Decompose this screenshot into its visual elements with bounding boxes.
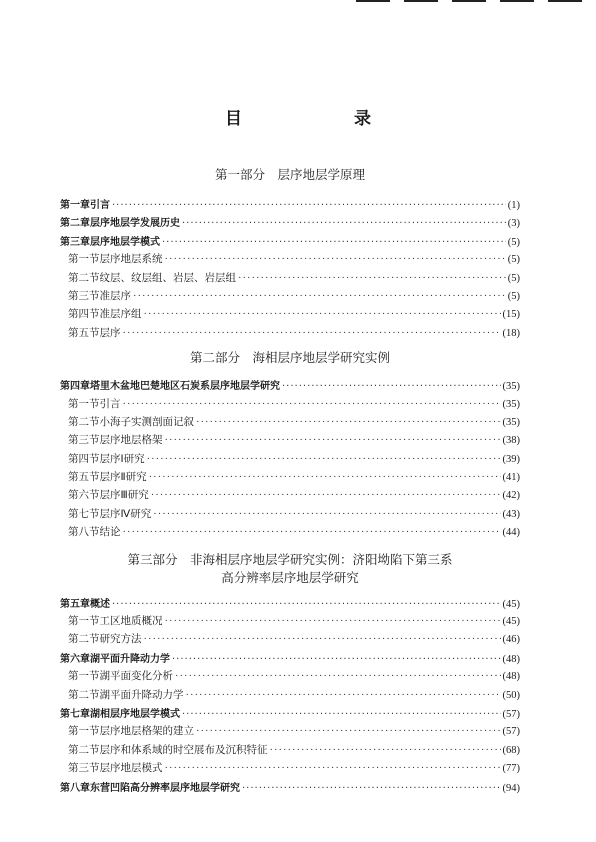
toc-section-entry[interactable] [60,325,520,343]
page-number: (77) [502,763,520,775]
dot-leader [165,616,501,627]
entry-title: 湖平面升降动力学 [90,653,170,665]
dot-leader [238,273,506,284]
entry-title: 塔里木盆地巴楚地区石炭系层序地层学研究 [90,381,280,393]
page-number: (44) [502,527,520,539]
page-number: (18) [502,327,520,339]
toc-section-entry[interactable] [60,396,520,414]
entry-number: 第四节 [68,453,100,465]
entry-number: 第一节 [68,616,100,628]
entry-title: 层序地层模式 [99,763,163,775]
entry-number: 第一节 [68,671,100,683]
entry-number: 第三节 [68,763,100,775]
dot-leader [149,472,501,483]
dot-leader [144,309,501,320]
page-number: (50) [502,689,520,701]
dot-leader [112,200,506,211]
toc-section-entry[interactable] [60,742,520,760]
page-number: (46) [502,634,520,646]
entry-title: 层序Ⅳ研究 [99,508,152,520]
entry-number: 第五节 [68,327,100,339]
page-title: 目 录 [225,109,397,129]
scan-mark [356,0,390,2]
toc-chapter-entry[interactable] [60,705,520,723]
scan-mark [404,0,438,2]
toc-section-entry[interactable] [60,687,520,705]
entry-title: 准层序组 [99,309,142,321]
toc-chapter-entry[interactable] [60,377,520,395]
dot-leader [147,454,501,465]
scan-mark [548,0,582,2]
entry-number: 第八节 [68,527,100,539]
entry-number: 第二节 [68,416,100,428]
page-number: (1) [507,200,520,211]
entry-title: 层序地层格架 [99,435,163,447]
entry-title: 准层序 [99,290,131,302]
dot-leader [165,254,506,265]
toc-section-entry[interactable] [60,487,520,505]
toc-chapter-entry[interactable] [60,214,520,232]
entry-title: 层序Ⅲ研究 [99,490,149,502]
entry-title: 层序Ⅱ研究 [99,472,147,484]
entry-number: 第一节 [68,398,100,410]
dot-leader [144,634,501,645]
entry-title: 层序和体系域的时空展布及沉积特征 [99,744,268,756]
entry-title: 工区地质概况 [99,616,163,628]
entry-number: 第四节 [68,309,100,321]
toc-section-entry[interactable] [60,613,520,631]
entry-title: 引言 [99,398,121,410]
entry-number: 第一章 [60,200,90,211]
dot-leader [165,763,501,774]
scan-edge-marks [356,0,582,6]
entry-title: 东营凹陷高分辨率层序地层学研究 [90,782,240,794]
page-number: (48) [502,653,520,665]
entry-title: 湖平面升降动力学 [99,689,184,701]
toc-section-entry[interactable] [60,306,520,324]
dot-leader [165,435,501,446]
entry-title: 概述 [90,598,110,610]
toc-section-entry[interactable] [60,270,520,288]
page-number: (45) [502,598,520,610]
toc-section-entry[interactable] [60,760,520,778]
entry-number: 第三节 [68,290,100,302]
entry-number: 第五章 [60,598,90,610]
part-title-line: 高分辨率层序地层学研究 [221,569,359,585]
dot-leader [196,726,501,737]
page-number: (3) [507,218,520,230]
dot-leader [175,671,501,682]
page-number: (38) [502,435,520,447]
entry-number: 第二节 [68,744,100,756]
dot-leader [153,509,500,520]
dot-leader [123,399,501,410]
entry-title: 结论 [99,527,121,539]
page-number: (57) [502,708,520,720]
dot-leader [162,237,506,248]
entry-number: 第六章 [60,653,90,665]
page-number: (94) [502,782,520,794]
entry-title: 湖相层序地层学模式 [90,708,180,720]
entry-title: 纹层、纹层组、岩层、岩层组 [99,272,236,284]
page-number: (41) [502,472,520,484]
page-number: (35) [502,398,520,410]
entry-number: 第三章 [60,236,90,248]
part-title-line: 第三部分 非海相层序地层学研究实例：济阳坳陷下第三系 [127,551,453,567]
entry-number: 第二节 [68,634,100,646]
toc-chapter-entry[interactable] [60,595,520,613]
entry-title: 引言 [90,200,110,211]
dot-leader [151,490,501,501]
entry-title: 小海子实测剖面记叙 [99,416,194,428]
entry-number: 第二节 [68,689,100,701]
toc-section-entry[interactable] [60,288,520,306]
toc-section-entry[interactable] [60,723,520,741]
entry-title: 层序地层系统 [99,254,163,266]
toc-chapter-entry[interactable] [60,779,520,797]
entry-number: 第七章 [60,708,90,720]
dot-leader [182,218,506,229]
toc-chapter-entry[interactable] [60,196,520,214]
part-title [60,349,520,371]
toc-chapter-entry[interactable] [60,650,520,668]
scan-mark [452,0,486,2]
toc-section-entry[interactable] [60,414,520,432]
part-title-line: 第一部分 层序地层学原理 [214,167,365,182]
dot-leader [172,654,501,665]
dot-leader [182,709,501,720]
toc-section-entry[interactable] [60,469,520,487]
entry-title: 研究方法 [99,634,142,646]
entry-number: 第一节 [68,726,100,738]
page-number: (15) [502,309,520,321]
page-number: (68) [502,744,520,756]
page-number: (5) [507,290,520,302]
page-number: (57) [502,726,520,738]
scan-mark [500,0,534,2]
dot-leader [112,599,501,610]
page-number: (5) [507,254,520,266]
entry-number: 第二章 [60,218,90,230]
part-title-line: 第二部分 海相层序地层学研究实例 [189,350,390,366]
entry-number: 第七节 [68,508,100,520]
page-number: (45) [502,616,520,628]
entry-title: 层序地层格架的建立 [99,726,194,738]
dot-leader [242,783,501,794]
toc-section-entry[interactable] [60,631,520,649]
dot-leader [186,690,501,701]
toc-section-entry[interactable] [60,524,520,542]
dot-leader [123,328,501,339]
entry-title: 湖平面变化分析 [99,671,173,683]
dot-leader [123,527,501,538]
entry-number: 第六节 [68,490,100,502]
entry-title: 层序地层学发展历史 [90,218,180,230]
entry-number: 第四章 [60,381,90,393]
page-number: (39) [502,453,520,465]
entry-number: 第一节 [68,254,100,266]
entry-number: 第八章 [60,782,90,794]
toc-chapter-entry[interactable] [60,233,520,251]
toc-section-entry[interactable] [60,668,520,686]
part-title [60,551,520,589]
entry-number: 第五节 [68,472,100,484]
part-title [60,166,520,188]
dot-leader [270,745,501,756]
entry-number: 第三节 [68,435,100,447]
entry-title: 层序地层学模式 [90,236,160,248]
page-number: (5) [507,272,520,284]
toc-section-entry[interactable] [60,506,520,524]
dot-leader [282,381,501,392]
page-number: (42) [502,490,520,502]
toc-section-entry[interactable] [60,251,520,269]
dot-leader [133,291,506,302]
entry-title: 层序 [99,327,121,339]
entry-title: 层序Ⅰ研究 [99,453,145,465]
toc-section-entry[interactable] [60,432,520,450]
toc-section-entry[interactable] [60,451,520,469]
table-of-contents [60,166,520,797]
dot-leader [196,417,501,428]
page-number: (48) [502,671,520,683]
page-number: (35) [502,416,520,428]
page-number: (43) [502,508,520,520]
page-number: (35) [502,381,520,393]
page-number: (5) [507,236,520,248]
entry-number: 第二节 [68,272,100,284]
